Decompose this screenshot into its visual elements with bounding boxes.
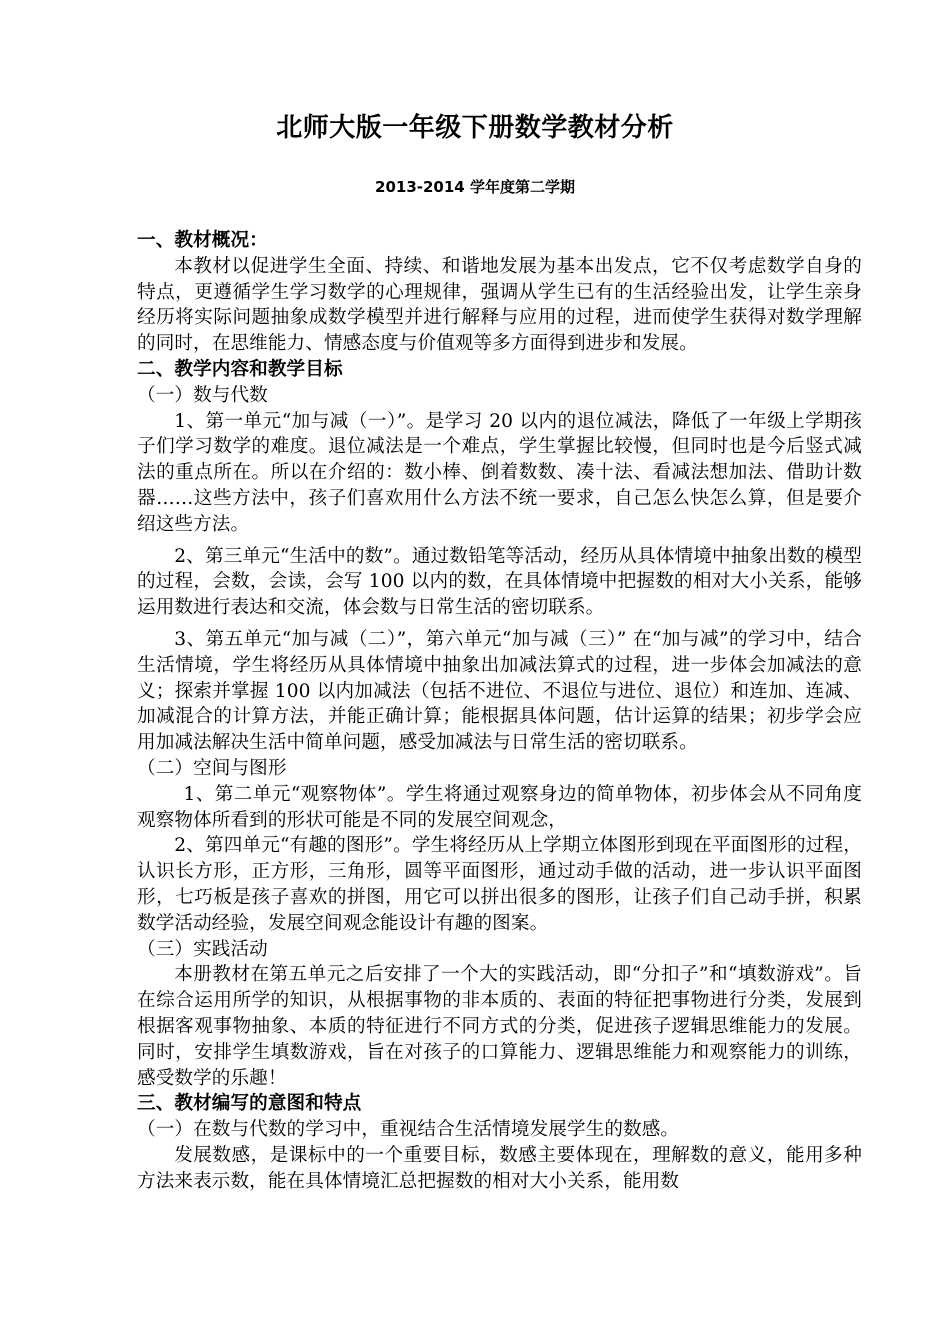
subsection-heading: （二）空间与图形 [137,757,287,779]
paragraph: 本册教材在第五单元之后安排了一个大的实践活动，即“分扣子”和“填数游戏”。旨在综合运用所学的知识，从根据事物的非本质的、表面的特征把事物进行分类，发展到根据客观事物抽象、本质的特征进行不同方式的分类，促进孩子逻辑思维能力的发展。同时，安排学生填数游戏，旨在对孩子的口算能力、逻辑思维能力和观察能力的训练，感受数学的乐趣！ [137,964,862,1089]
paragraph: 1、第一单元“加与减（一）”。是学习 20 以内的退位减法，降低了一年级上学期孩子们学习数学的难度。退位减法是一个难点，学生掌握比较慢，但同时也是今后竖式减法的重点所在。所以在介绍的：数小棒、倒着数数、凑十法、看减法想加法、借助计数器……这些方法中，孩子们喜欢用什么方法不统一要求，自己怎么快怎么算，但是要介绍这些方法。 [137,410,862,535]
document-title: 北师大版一年级下册数学教材分析 [276,113,674,143]
paragraph: 2、第三单元“生活中的数”。通过数铅笔等活动，经历从具体情境中抽象出数的模型的过程，会数，会读，会写 100 以内的数，在具体情境中把握数的相对大小关系，能够运用数进行表达和交流，体会数与日常生活的密切联系。 [137,545,862,619]
subsection-heading: （一）数与代数 [137,384,268,406]
subsection-heading: （三）实践活动 [137,938,268,960]
paragraph: 2、第四单元“有趣的图形”。学生将经历从上学期立体图形到现在平面图形的过程，认识长方形，正方形，三角形，圆等平面图形，通过动手做的活动，进一步认识平面图形，七巧板是孩子喜欢的拼图，用它可以拼出很多的图形，让孩子们自己动手拼，积累数学活动经验，发展空间观念能设计有趣的图案。 [137,835,862,934]
section-heading: 二、教学内容和教学目标 [137,358,343,380]
section-heading: 三、教材编写的意图和特点 [137,1093,362,1115]
paragraph: 3、第五单元“加与减（二）”，第六单元“加与减（三）” 在“加与减”的学习中，结合生活情境，学生将经历从具体情境中抽象出加减法算式的过程，进一步体会加减法的意义；探索并掌握 100 以内加减法（包括不进位、不退位与进位、退位）和连加、连减、加减混合的计算方法，并能正确计算；能根据具体问题，估计运算的结果；初步学会应用加减法解决生活中简单问题，感受加减法与日常生活的密切联系。 [137,628,862,754]
paragraph: 1、第二单元“观察物体”。学生将通过观察身边的简单物体，初步体会从不同角度观察物体所看到的形状可能是不同的发展空间观念， [137,783,862,831]
document-body [137,228,862,1194]
paragraph: 本教材以促进学生全面、持续、和谐地发展为基本出发点，它不仅考虑数学自身的特点，更遵循学生学习数学的心理规律，强调从学生已有的生活经验出发，让学生亲身经历将实际问题抽象成数学模型并进行解释与应用的过程，进而使学生获得对数学理解的同时，在思维能力、情感态度与价值观等多方面得到进步和发展。 [137,255,862,355]
document-subtitle: 2013-2014 学年度第二学期 [375,178,575,196]
section-heading: 一、教材概况： [137,230,268,251]
subsection-heading: （一）在数与代数的学习中，重视结合生活情境发展学生的数感。 [137,1119,680,1141]
paragraph: 发展数感，是课标中的一个重要目标，数感主要体现在，理解数的意义，能用多种方法来表示数，能在具体情境汇总把握数的相对大小关系，能用数 [137,1144,862,1192]
